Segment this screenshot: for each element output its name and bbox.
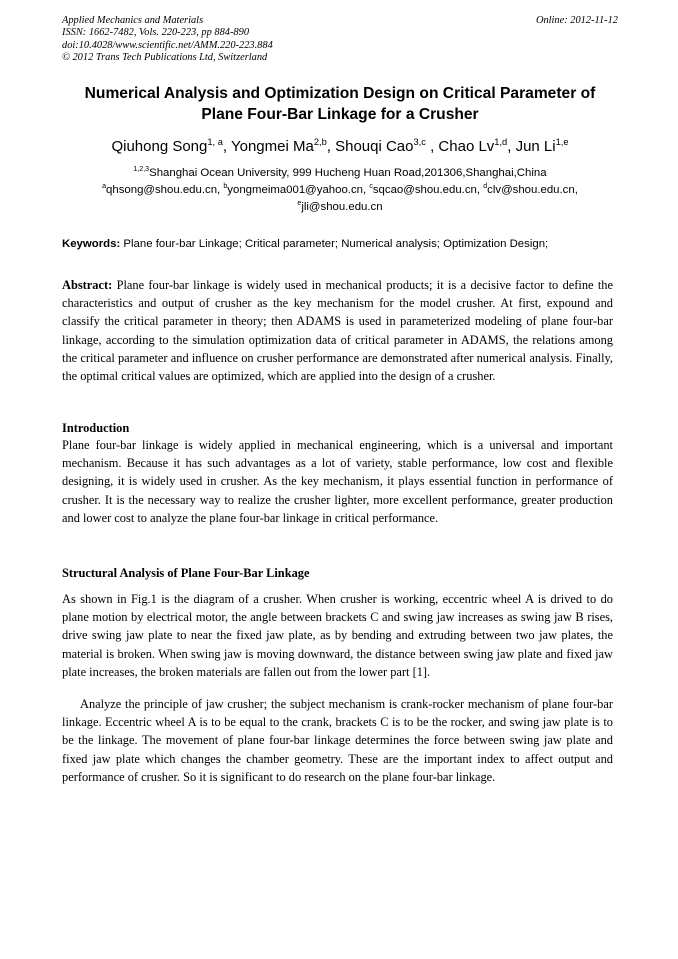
email-list: $^a$qhsong@shou.edu.cn, $^b$yongmeima001@yahoo.cn, $^c$sqcao@shou.edu.cn, $^d$clv@shou.edu.cn, $^e$jli@shou.edu.cn [102, 183, 578, 213]
structural-paragraph-1: As shown in Fig.1 is the diagram of a crusher. When crusher is working, eccentric wheel A is drived to do plane motion by electrical motor, the angle between brackets C and swing jaw increases as swing jaw B rises, drive swing jaw plate to near the fixed jaw plate, as by bending and extruding between two jaw plates, the material is broken. When swing jaw is moving downward, the distance between swing jaw plate and fixed jaw plate increases, the broken materials are fallen out from the lower part [1]. [62, 592, 613, 679]
copyright-line: © 2012 Trans Tech Publications Ltd, Switzerland [62, 52, 268, 64]
journal-header [62, 15, 618, 65]
structural-paragraph-2: Analyze the principle of jaw crusher; the subject mechanism is crank-rocker mechanism of plane four-bar linkage. Eccentric wheel A is to be equal to the crank, brackets C is to be the rocker, and swing jaw plate is to be the linkage. The movement of plane four-bar linkage determines the force between swing jaw plate and fixed jaw plate which changes the chamber geometry. These are the important index to affect output and performance of crusher. So it is significant to do research on the plane four-bar linkage. [62, 697, 613, 784]
affiliation-block [62, 165, 618, 216]
author-5: Jun Li$^{1,e}$ [515, 137, 569, 155]
journal-name: Applied Mechanics and Materials [62, 15, 204, 26]
introduction-heading: Introduction [62, 421, 130, 435]
doi-line[interactable]: doi:10.4028/www.scientific.net/AMM.220-223.884 [62, 39, 273, 51]
keywords [62, 236, 618, 252]
online-date: Online: 2012-11-12 [535, 15, 618, 26]
keywords-label: Keywords: [62, 238, 121, 250]
author-3: Shouqi Cao$^{3,c}$ , [335, 137, 439, 155]
abstract [62, 276, 613, 385]
structural-analysis-heading: Structural Analysis of Plane Four-Bar Linkage [62, 566, 310, 580]
email-e[interactable]: $^e$jli@shou.edu.cn [297, 200, 383, 213]
keywords-text: Plane four-bar Linkage; Critical parameter; Numerical analysis; Optimization Design; [120, 238, 549, 250]
introduction-paragraph: Plane four-bar linkage is widely applied in mechanical engineering, which is a universal and important mechanism. Because it has such advantages as a lot of variety, stable performance, low cost and flexible designing, it is widely used in crusher. As the key mechanism, it plays essential function in performance of crusher. It is the necessary way to realize the crusher lighter, more excellent performance, greater production and lower cost to analyze the plane four-bar linkage in critical performance. [62, 438, 613, 525]
author-1: Qiuhong Song$^{1, a}$, [111, 137, 231, 155]
email-a[interactable]: $^a$qhsong@shou.edu.cn [102, 183, 218, 196]
email-d[interactable]: $^d$clv@shou.edu.cn [483, 183, 575, 196]
issn-line: ISSN: 1662-7482, Vols. 220-223, pp 884-890 [62, 27, 250, 39]
email-c[interactable]: $^c$sqcao@shou.edu.cn [369, 183, 477, 196]
affiliation: $^{1,2,3}$Shanghai Ocean University, 999 Hucheng Huan Road,201306,Shanghai,China [133, 166, 547, 179]
abstract-label: Abstract: [62, 278, 113, 292]
email-b[interactable]: $^b$yongmeima001@yahoo.cn [223, 183, 363, 196]
paper-title: Numerical Analysis and Optimization Design on Critical Parameter of Plane Four-Bar Linkage for a Crusher [84, 85, 596, 123]
abstract-text: Plane four-bar linkage is widely used in mechanical products; it is a decisive factor to define the characteristics and output of crusher as the key mechanism for the model crusher. At first, expound and classify the critical parameter in theory; then ADAMS is used in parameterized modeling of plane four-bar linkage, according to the simulation optimization data of critical parameter in ADAMS, the relations among the critical parameter and influence on crusher performance are demonstrated after numerical analysis. Finally, the optimal critical values are optimized, which are applied into the design of a crusher. [62, 278, 613, 384]
author-4: Chao Lv$^{1,d}$, [438, 137, 516, 155]
author-list [62, 137, 618, 157]
author-2: Yongmei Ma$^{2,b}$, [230, 137, 336, 155]
